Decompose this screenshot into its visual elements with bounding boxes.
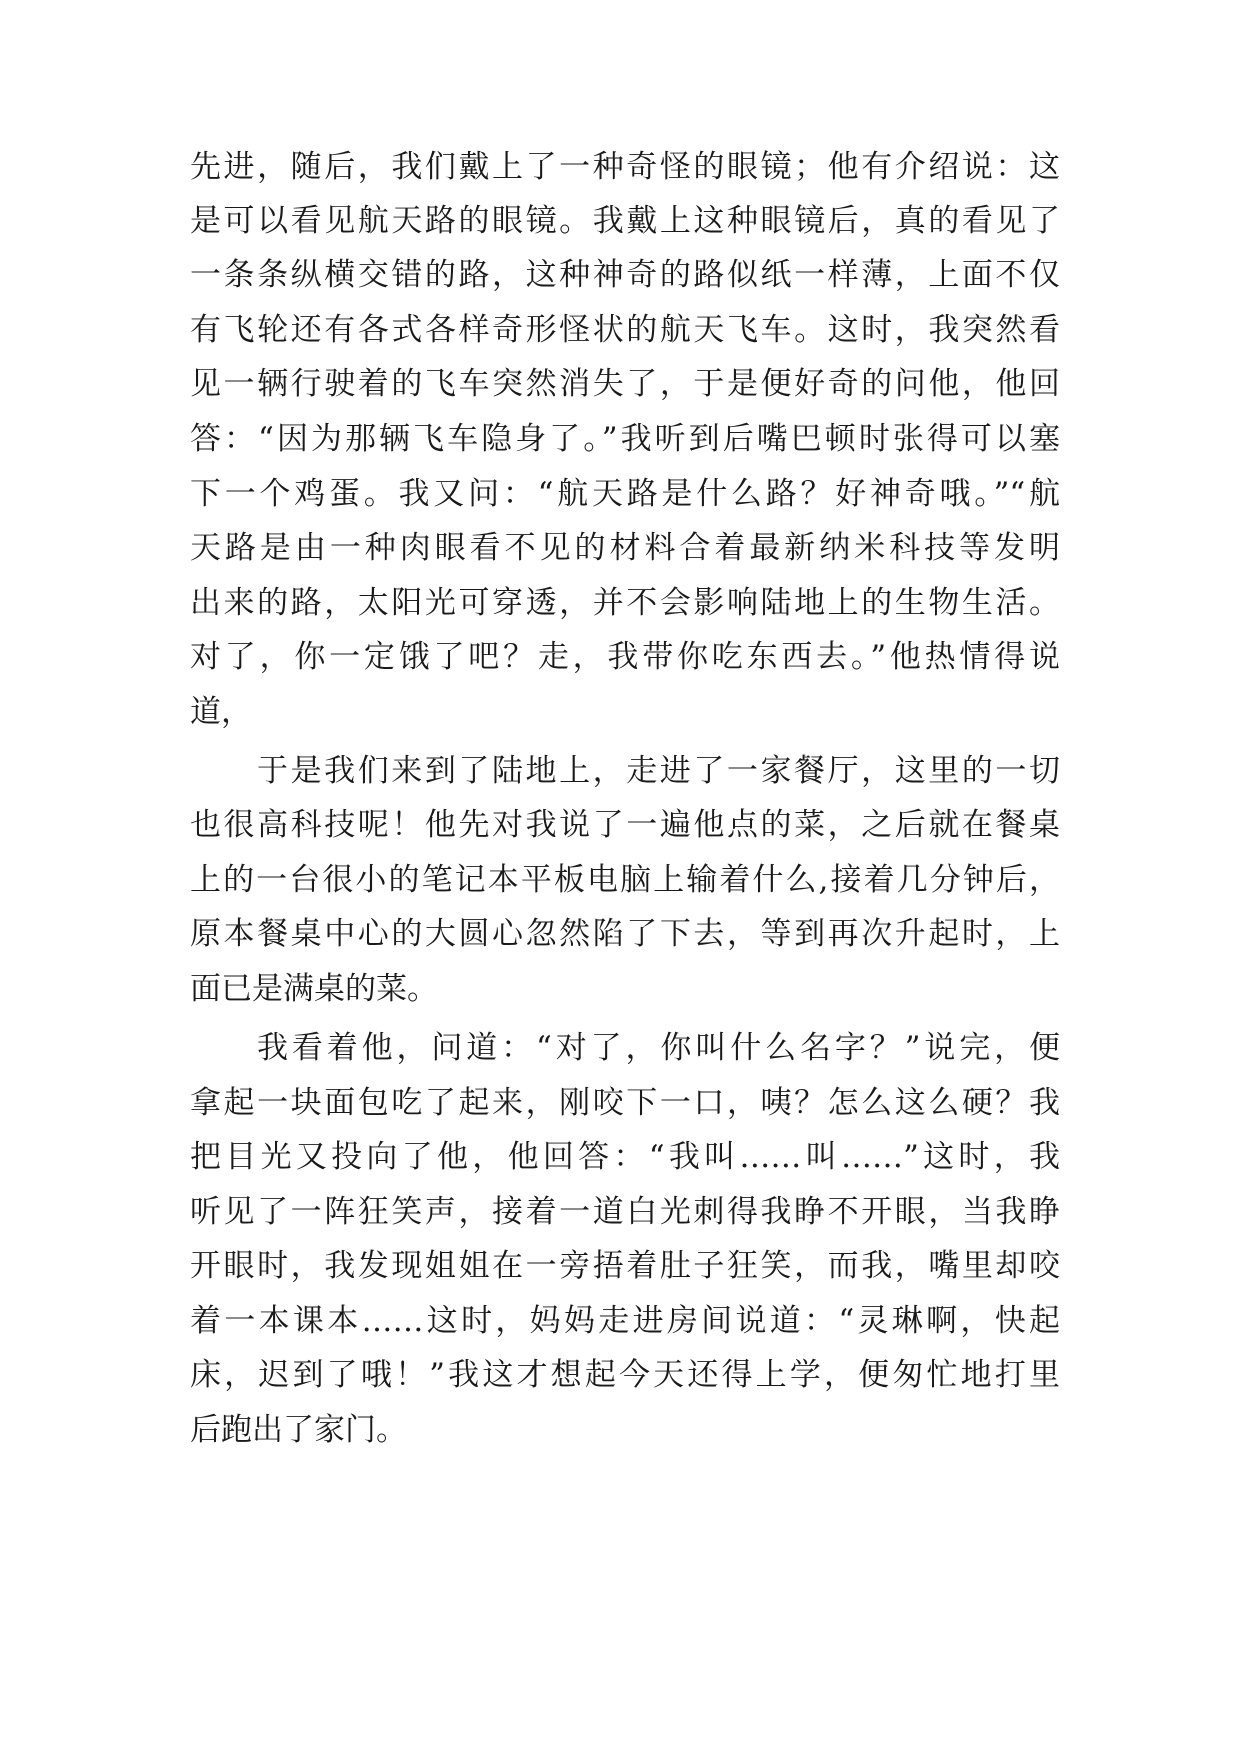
text-line: 见一辆行驶着的飞车突然消失了，于是便好奇的问他，他回 <box>190 366 1060 402</box>
text-line: 上的一台很小的笔记本平板电脑上输着什么,接着几分钟后， <box>190 862 1060 898</box>
text-line: 有飞轮还有各式各样奇形怪状的航天飞车。这时，我突然看 <box>190 312 1060 348</box>
text-line: 原本餐桌中心的大圆心忽然陷了下去，等到再次升起时，上 <box>190 916 1060 952</box>
text-line: 着一本课本……这时，妈妈走进房间说道：“灵琳啊，快起 <box>190 1303 1060 1339</box>
text-line: 把目光又投向了他，他回答：“我叫……叫……”这时，我 <box>190 1139 1060 1175</box>
text-line: 出来的路，太阳光可穿透，并不会影响陆地上的生物生活。 <box>190 585 1060 621</box>
text-line: 开眼时，我发现姐姐在一旁捂着肚子狂笑，而我，嘴里却咬 <box>190 1248 1060 1284</box>
text-line: 床，迟到了哦！”我这才想起今天还得上学，便匆忙地打里 <box>190 1357 1060 1393</box>
paragraph-first-line: 我看着他，问道：“对了，你叫什么名字？”说完，便 <box>257 1030 1060 1066</box>
text-line: 是可以看见航天路的眼镜。我戴上这种眼镜后，真的看见了 <box>190 203 1060 239</box>
text-line: 后跑出了家门。 <box>190 1412 407 1448</box>
text-line: 答：“因为那辆飞车隐身了。”我听到后嘴巴顿时张得可以塞 <box>190 421 1060 457</box>
text-line: 听见了一阵狂笑声，接着一道白光刺得我睁不开眼，当我睁 <box>190 1194 1060 1230</box>
text-line: 下一个鸡蛋。我又问：“航天路是什么路？好神奇哦。”“航 <box>190 476 1060 512</box>
text-line: 对了，你一定饿了吧？走，我带你吃东西去。”他热情得说 <box>190 639 1060 675</box>
text-line: 一条条纵横交错的路，这种神奇的路似纸一样薄，上面不仅 <box>190 257 1060 293</box>
text-line: 天路是由一种肉眼看不见的材料合着最新纳米科技等发明 <box>190 530 1060 566</box>
text-line: 也很高科技呢！他先对我说了一遍他点的菜，之后就在餐桌 <box>190 807 1060 843</box>
text-line: 先进，随后，我们戴上了一种奇怪的眼镜；他有介绍说：这 <box>190 149 1060 185</box>
text-line: 道， <box>190 694 252 730</box>
text-line: 面已是满桌的菜。 <box>190 971 438 1007</box>
paragraph-first-line: 于是我们来到了陆地上，走进了一家餐厅，这里的一切 <box>257 753 1060 789</box>
text-line: 拿起一块面包吃了起来，刚咬下一口，咦？怎么这么硬？我 <box>190 1085 1060 1121</box>
